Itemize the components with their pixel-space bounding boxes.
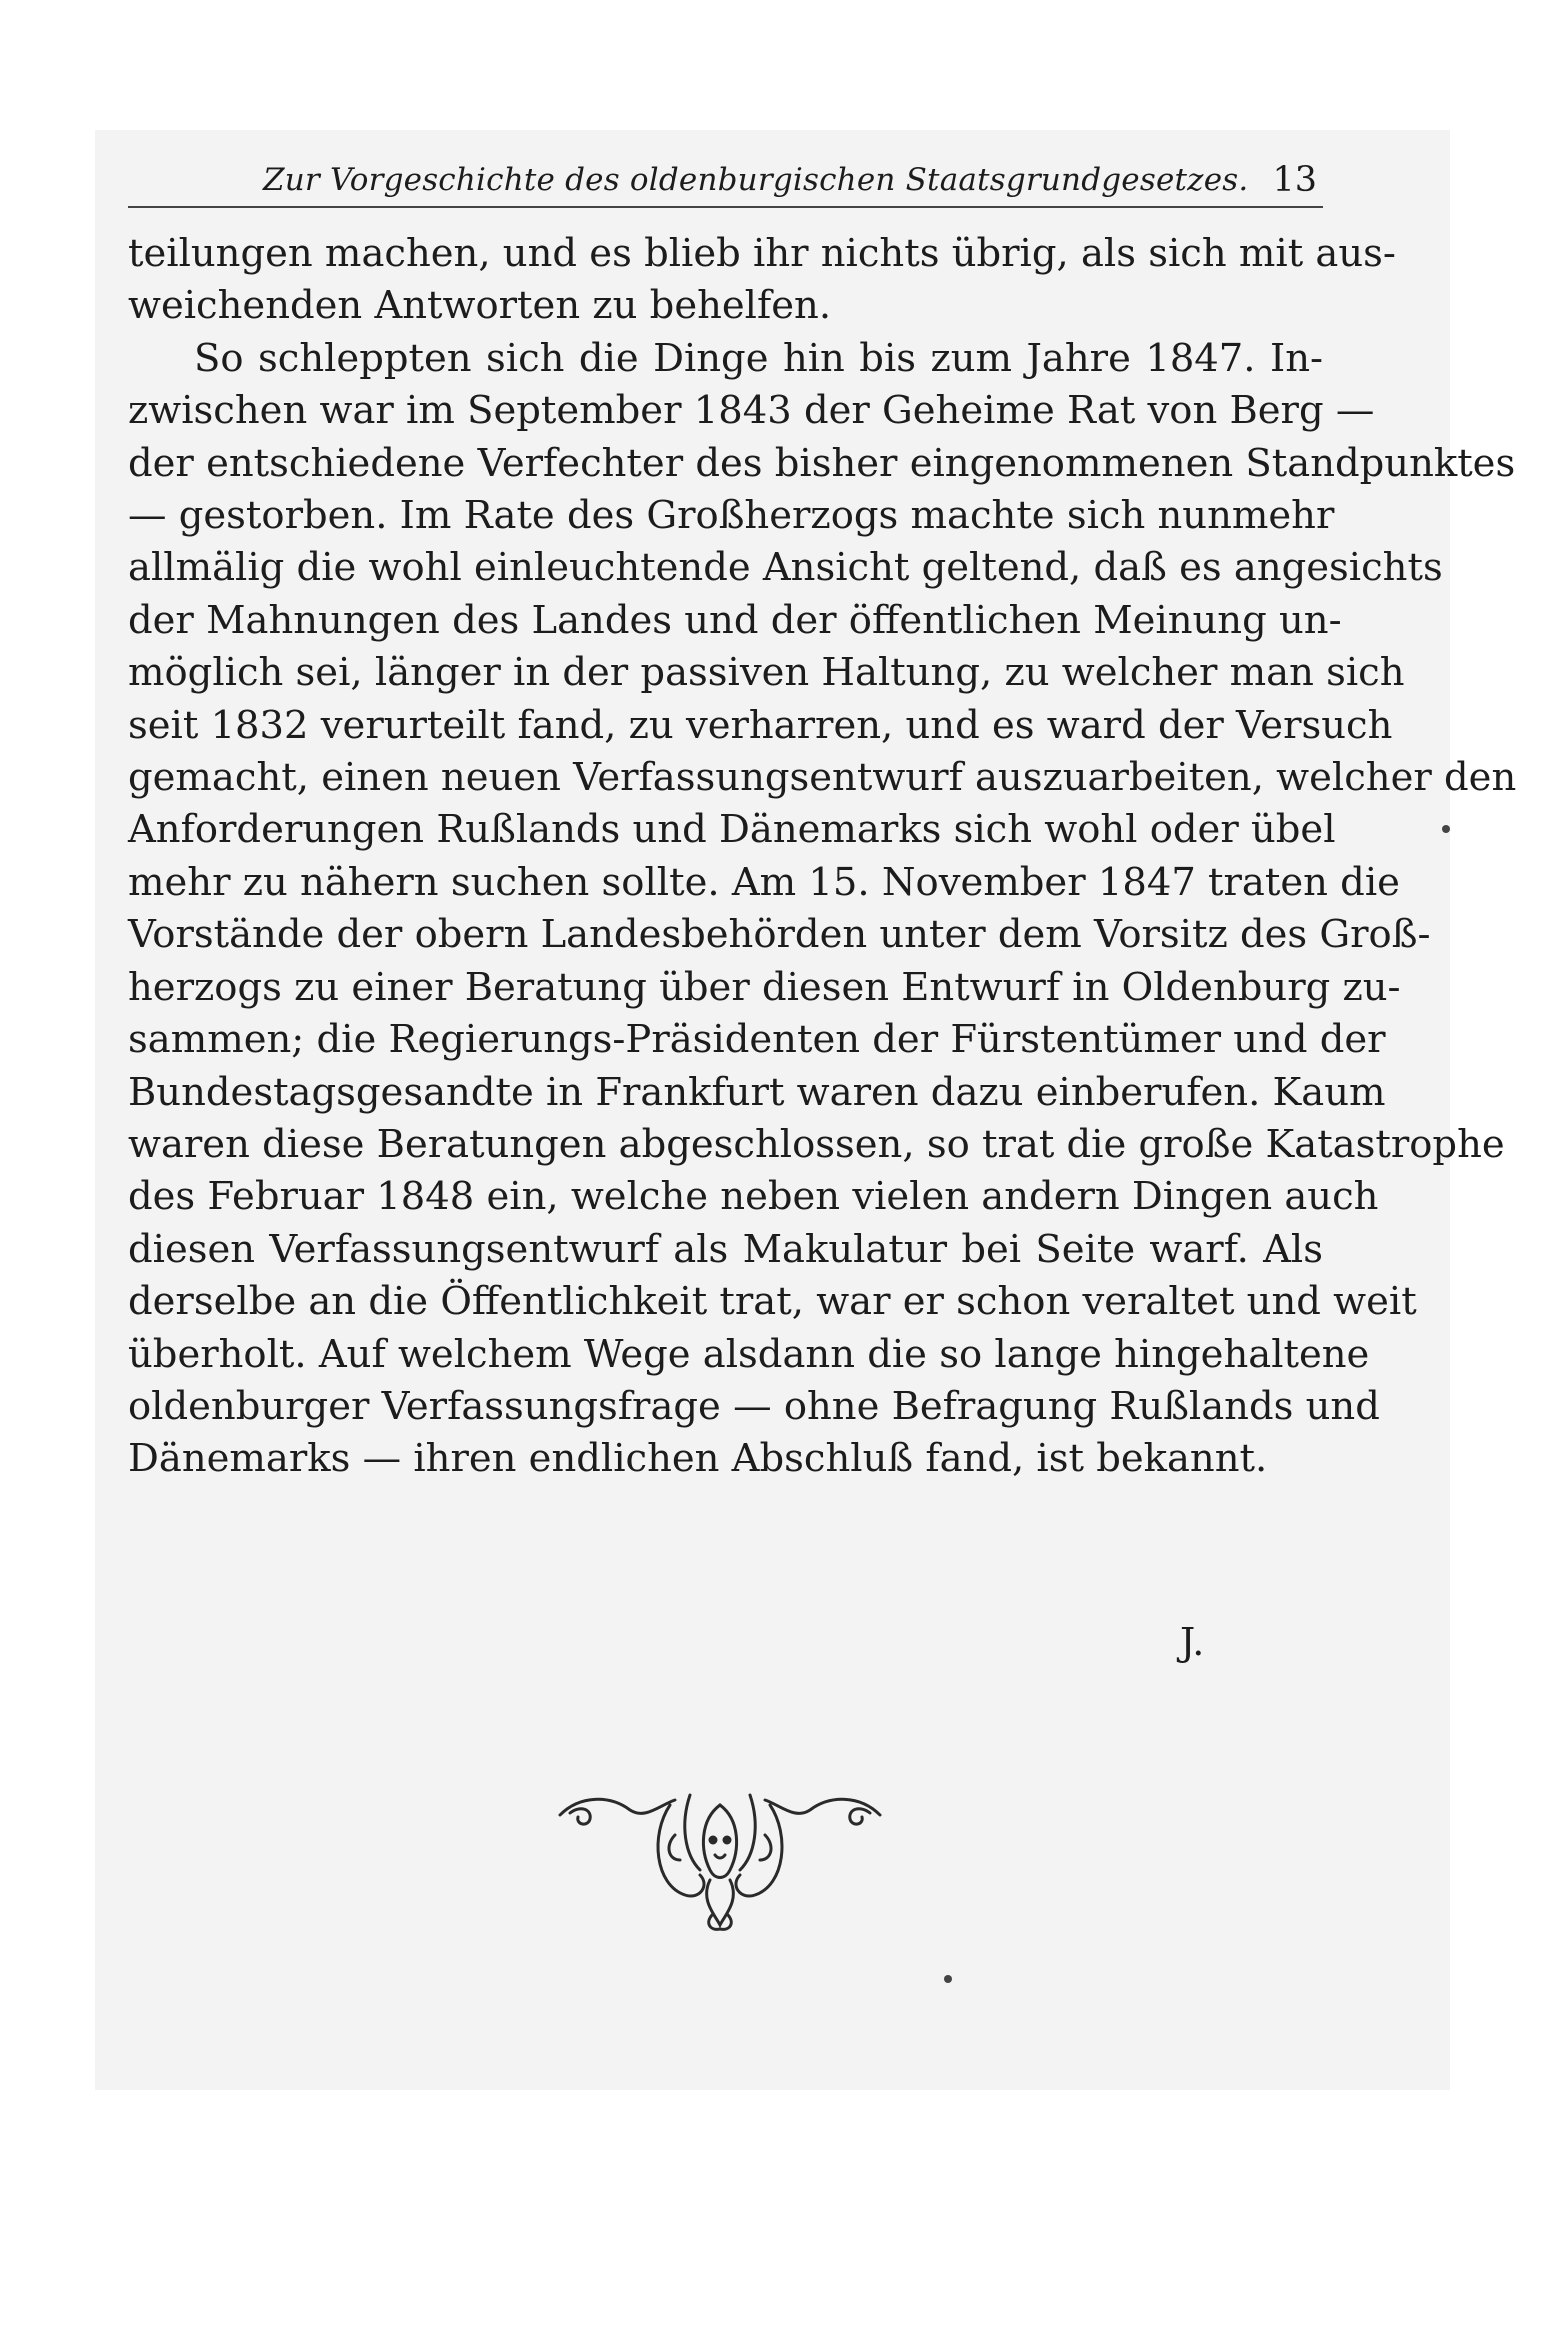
text-line: Bundestagsgesandte in Frankfurt waren dazu einberufen. Kaum	[128, 1069, 1386, 1115]
text-line: Anforderungen Rußlands und Dänemarks sich wohl oder übel	[128, 807, 1336, 853]
text-line: herzogs zu einer Beratung über diesen Entwurf in Oldenburg zu-	[128, 964, 1401, 1010]
text-line: der Mahnungen des Landes und der öffentlichen Meinung un-	[128, 597, 1342, 643]
text-line: So schleppten sich die Dinge hin bis zum Jahre 1847. In-	[194, 335, 1323, 381]
text-line: oldenburger Verfassungsfrage — ohne Befragung Rußlands und	[128, 1383, 1380, 1429]
text-line: Dänemarks — ihren endlichen Abschluß fand, ist bekannt.	[128, 1436, 1268, 1482]
text-line: teilungen machen, und es blieb ihr nichts übrig, als sich mit aus-	[128, 231, 1396, 276]
page-header	[128, 150, 1323, 208]
page-number: 13	[1272, 160, 1317, 200]
text-line: seit 1832 verurteilt fand, zu verharren, und es ward der Versuch	[128, 702, 1393, 748]
ornament-vignette-icon	[550, 1775, 890, 1935]
body-text	[128, 228, 1517, 1486]
text-line: des Februar 1848 ein, welche neben vielen andern Dingen auch	[128, 1174, 1379, 1220]
text-line: möglich sei, länger in der passiven Haltung, zu welcher man sich	[128, 650, 1405, 696]
text-line: mehr zu nähern suchen sollte. Am 15. November 1847 traten die	[128, 859, 1400, 905]
text-line: überholt. Auf welchem Wege alsdann die so lange hingehaltene	[128, 1331, 1370, 1377]
text-line: gemacht, einen neuen Verfassungsentwurf auszuarbeiten, welcher den	[128, 755, 1517, 801]
text-line: waren diese Beratungen abgeschlossen, so trat die große Katastrophe	[128, 1121, 1505, 1167]
text-line: der entschiedene Verfechter des bisher eingenommenen Standpunktes	[128, 440, 1516, 486]
text-line: derselbe an die Öffentlichkeit trat, war er schon veraltet und weit	[128, 1279, 1417, 1325]
text-line: zwischen war im September 1843 der Geheime Rat von Berg —	[128, 388, 1375, 434]
author-signature: J.	[1180, 1620, 1205, 1664]
text-line: Vorstände der obern Landesbehörden unter dem Vorsitz des Groß-	[128, 912, 1431, 958]
text-line: sammen; die Regierungs-Präsidenten der Fürstentümer und der	[128, 1017, 1386, 1063]
print-speck	[1442, 825, 1450, 833]
text-line: allmälig die wohl einleuchtende Ansicht geltend, daß es angesichts	[128, 545, 1443, 591]
document-page	[128, 150, 1517, 1486]
running-title: Zur Vorgeschichte des oldenburgischen Staatsgrundgesetzes.	[263, 162, 1249, 198]
text-line: — gestorben. Im Rate des Großherzogs machte sich nunmehr	[128, 493, 1335, 539]
text-line: weichenden Antworten zu behelfen.	[128, 283, 832, 329]
text-line: diesen Verfassungsentwurf als Makulatur bei Seite warf. Als	[128, 1226, 1323, 1272]
print-speck	[944, 1975, 952, 1983]
